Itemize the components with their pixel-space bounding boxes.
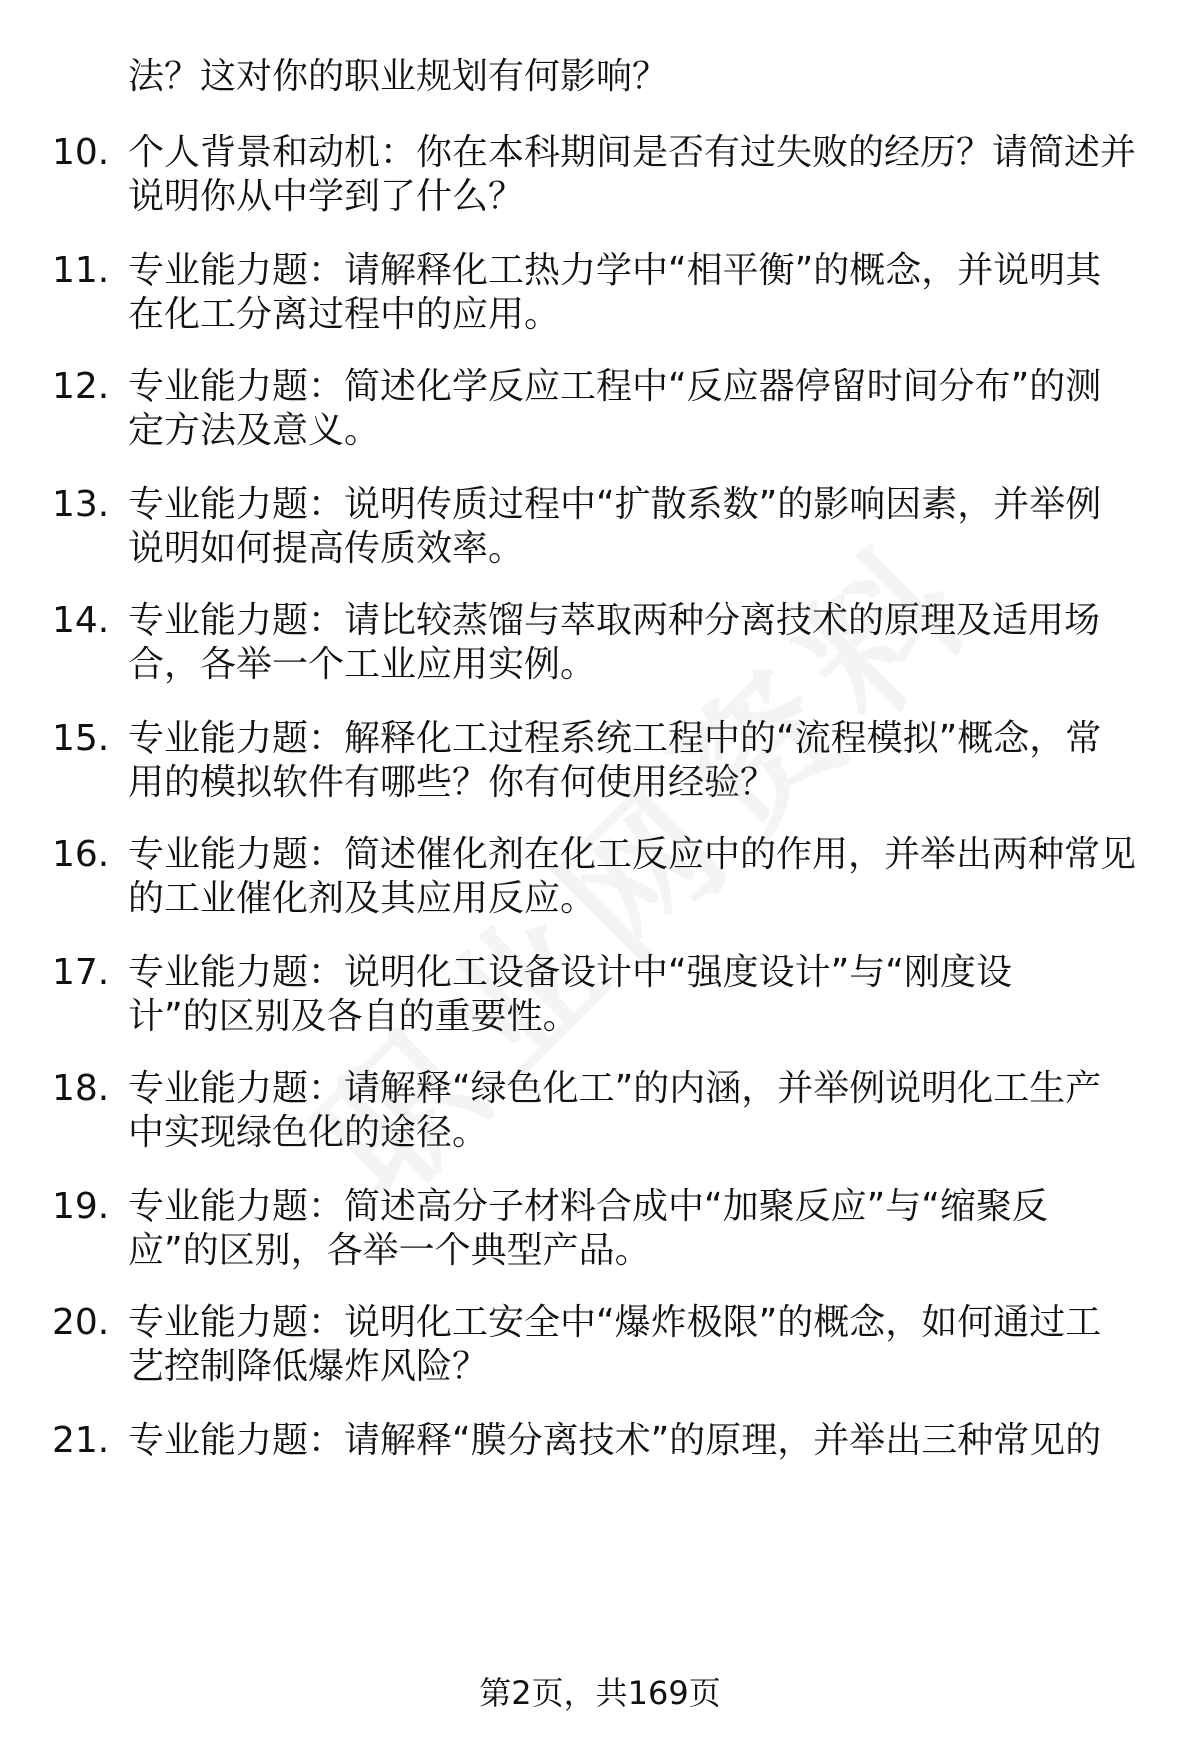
item-number: 19. [52,1186,110,1227]
list-item-line [0,290,1200,340]
item-number: 14. [52,600,110,641]
item-number: 18. [52,1068,110,1109]
item-number: 11. [52,250,110,291]
page-footer: 第2页，共169页 [479,1674,721,1712]
item-number: 21. [52,1420,110,1461]
item-number: 16. [52,834,110,875]
item-text-line: 定方法及意义。 [128,410,381,451]
item-text-line: 用的模拟软件有哪些？你有何使用经验？ [128,762,777,803]
item-text-line: 说明如何提高传质效率。 [128,528,525,569]
list-item [0,128,1200,178]
item-text-line: 专业能力题：请解释“膜分离技术”的原理，并举出三种常见的 [128,1420,1102,1461]
list-item-line [0,1108,1200,1158]
list-item-line [0,1226,1200,1276]
list-item [0,1064,1200,1114]
list-item-line [0,172,1200,222]
item-text-line: 计”的区别及各自的重要性。 [128,996,579,1037]
item-text-line: 专业能力题：简述高分子材料合成中“加聚反应”与“缩聚反 [128,1186,1048,1227]
item-text-line: 专业能力题：说明化工安全中“爆炸极限”的概念，如何通过工 [128,1302,1102,1343]
item-number: 17. [52,952,110,993]
list-item [0,1416,1200,1466]
item-text-line: 说明你从中学到了什么？ [128,176,525,217]
list-item [0,1182,1200,1232]
item-text-line: 的工业催化剂及其应用反应。 [128,878,597,919]
item-number: 20. [52,1302,110,1343]
item-text-line: 艺控制降低爆炸风险？ [128,1346,489,1387]
item-text-line: 个人背景和动机：你在本科期间是否有过失败的经历？请简述并 [128,132,1137,173]
list-item [0,480,1200,530]
item-text-line: 专业能力题：请比较蒸馏与萃取两种分离技术的原理及适用场 [128,600,1101,641]
item-number: 12. [52,366,110,407]
list-item [0,714,1200,764]
item-text-line: 法？这对你的职业规划有何影响？ [128,56,669,97]
item-number: 10. [52,132,110,173]
list-item [0,830,1200,880]
item-text-line: 专业能力题：简述化学反应工程中“反应器停留时间分布”的测 [128,366,1102,407]
list-item [0,246,1200,296]
item-text-line: 专业能力题：解释化工过程系统工程中的“流程模拟”概念，常 [128,718,1102,759]
list-item-line [0,874,1200,924]
item-text-line: 专业能力题：请解释“绿色化工”的内涵，并举例说明化工生产 [128,1068,1102,1109]
list-item [0,1298,1200,1348]
list-item-line [0,524,1200,574]
item-text-line: 专业能力题：说明传质过程中“扩散系数”的影响因素，并举例 [128,484,1102,525]
item-text-line: 专业能力题：说明化工设备设计中“强度设计”与“刚度设 [128,952,1012,993]
list-item [0,948,1200,998]
list-item [0,596,1200,646]
item-text-line: 专业能力题：请解释化工热力学中“相平衡”的概念，并说明其 [128,250,1102,291]
list-item [0,362,1200,412]
list-item-line [0,992,1200,1042]
list-item-line [0,1342,1200,1392]
list-item-line [0,406,1200,456]
list-item-line [0,640,1200,690]
item-text-line: 应”的区别，各举一个典型产品。 [128,1230,651,1271]
item-text-line: 在化工分离过程中的应用。 [128,294,561,335]
list-item-line [0,758,1200,808]
list-item-continuation [0,52,1200,102]
item-text-line: 中实现绿色化的途径。 [128,1112,489,1153]
item-number: 13. [52,484,110,525]
item-text-line: 专业能力题：简述催化剂在化工反应中的作用，并举出两种常见 [128,834,1137,875]
item-text-line: 合，各举一个工业应用实例。 [128,644,597,685]
item-number: 15. [52,718,110,759]
